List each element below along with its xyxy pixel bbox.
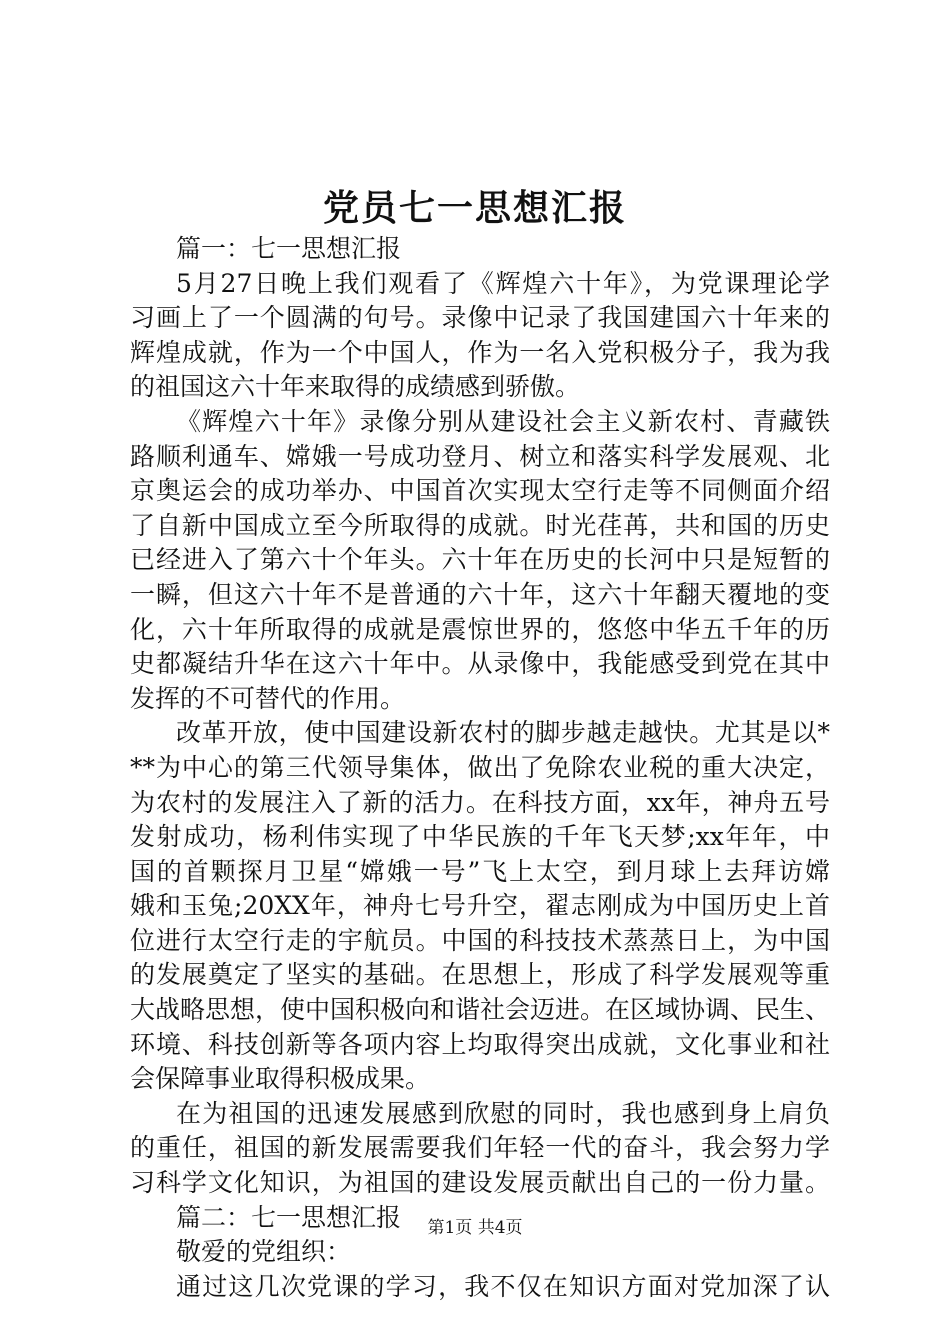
text-line: 娥和玉兔;20XX年，神舟七号升空，翟志刚成为中国历史上首 (130, 891, 830, 921)
document-body (130, 232, 830, 1304)
text-line: **为中心的第三代领导集体，做出了免除农业税的重大决定， (130, 752, 830, 782)
text-line: 化，六十年所取得的成就是震惊世界的，悠悠中华五千年的历 (130, 614, 830, 644)
text-line: 习画上了一个圆满的句号。录像中记录了我国建国六十年来的 (130, 303, 830, 333)
text-line: 位进行太空行走的宇航员。中国的科技技术蒸蒸日上，为中国 (130, 925, 830, 955)
text-line: 在为祖国的迅速发展感到欣慰的同时，我也感到身上肩负 (176, 1098, 830, 1128)
text-line: 路顺利通车、嫦娥一号成功登月、树立和落实科学发展观、北 (130, 441, 830, 471)
text-line: 辉煌成就，作为一个中国人，作为一名入党积极分子，我为我 (130, 337, 830, 367)
text-line: 发挥的不可替代的作用。 (130, 683, 406, 713)
text-line: 通过这几次党课的学习，我不仅在知识方面对党加深了认 (176, 1271, 830, 1301)
text-line: 篇二：七一思想汇报 (176, 1202, 402, 1232)
text-line: 的祖国这六十年来取得的成绩感到骄傲。 (130, 372, 581, 402)
text-line: 5月27日晚上我们观看了《辉煌六十年》，为党课理论学 (176, 268, 830, 298)
text-line: 习科学文化知识，为祖国的建设发展贡献出自己的一份力量。 (130, 1168, 830, 1198)
text-line: 一瞬，但这六十年不是普通的六十年，这六十年翻天覆地的变 (130, 579, 830, 609)
text-line: 发射成功，杨利伟实现了中华民族的千年飞天梦;xx年年，中 (130, 822, 830, 852)
page-footer: 第1页 共4页 (427, 1218, 523, 1238)
text-line: 国的首颗探月卫星“嫦娥一号”飞上太空，到月球上去拜访嫦 (130, 856, 830, 886)
text-line: 的发展奠定了坚实的基础。在思想上，形成了科学发展观等重 (130, 960, 830, 990)
text-line: 会保障事业取得积极成果。 (130, 1064, 431, 1094)
document-title: 党员七一思想汇报 (322, 187, 627, 229)
text-line: 《辉煌六十年》录像分别从建设社会主义新农村、青藏铁 (176, 406, 830, 436)
text-line: 篇一：七一思想汇报 (176, 234, 402, 263)
text-line: 大战略思想，使中国积极向和谐社会迈进。在区域协调、民生、 (130, 995, 830, 1025)
text-line: 为农村的发展注入了新的活力。在科技方面，xx年，神舟五号 (130, 787, 830, 817)
text-line: 了自新中国成立至今所取得的成就。时光荏苒，共和国的历史 (130, 510, 830, 540)
text-line: 改革开放，使中国建设新农村的脚步越走越快。尤其是以* (176, 718, 830, 748)
text-line: 的重任，祖国的新发展需要我们年轻一代的奋斗，我会努力学 (130, 1133, 830, 1163)
text-line: 敬爱的党组织： (176, 1237, 352, 1267)
text-line: 环境、科技创新等各项内容上均取得突出成就，文化事业和社 (130, 1029, 830, 1059)
text-line: 史都凝结升华在这六十年中。从录像中，我能感受到党在其中 (130, 649, 830, 679)
text-line: 京奥运会的成功举办、中国首次实现太空行走等不同侧面介绍 (130, 476, 830, 506)
text-line: 已经进入了第六十个年头。六十年在历史的长河中只是短暂的 (130, 545, 830, 575)
